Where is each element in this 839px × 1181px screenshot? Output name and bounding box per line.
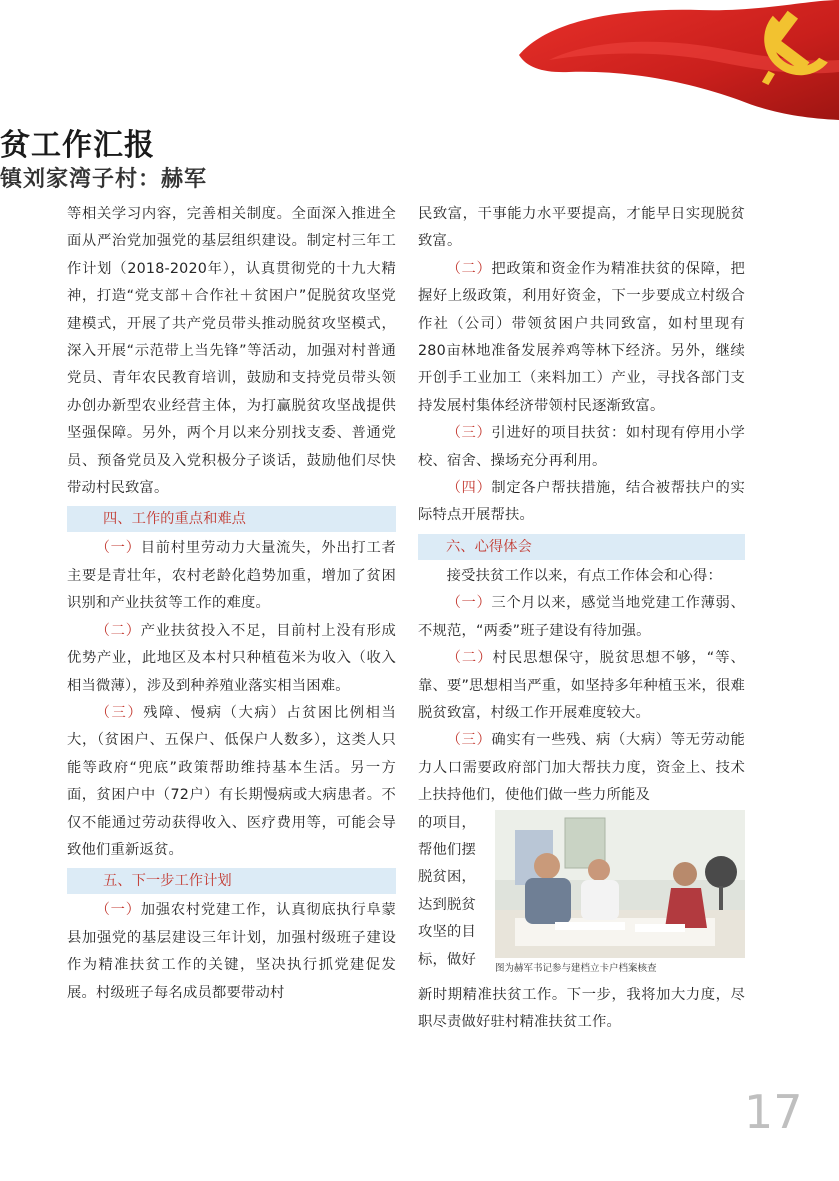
paragraph: （二）把政策和资金作为精准扶贫的保障，把握好上级政策，利用好资金，下一步要成立村级合作社（公司）带领贫困户共同致富，如村里现有280亩林地准备发展养鸡等林下经济。另外，继续开创手工业加工（来料加工）产业，寻找各部门支持发展村集体经济带领村民逐渐致富。	[418, 260, 745, 414]
photo-wrap-block	[418, 810, 745, 974]
paragraph: （一）加强农村党建工作，认真彻底执行阜蒙县加强党的基层建设三年计划，加强村级班子建设作为精准扶贫工作的关键，坚决执行抓党建促发展。村级班子每名成员都要带动村	[67, 902, 396, 1001]
paragraph: （三）引进好的项目扶贫：如村现有停用小学校、宿舍、操场充分再利用。	[418, 425, 745, 469]
paragraph: 接受扶贫工作以来，有点工作体会和心得：	[446, 567, 723, 584]
item-marker: （二）	[95, 622, 141, 639]
party-flag-banner	[509, 0, 839, 130]
flag-graphic	[509, 0, 839, 130]
item-marker: （三）	[446, 425, 492, 442]
page-number: 17	[744, 1085, 803, 1139]
paragraph: （二）产业扶贫投入不足，目前村上没有形成优势产业，此地区及本村只种植苞米为收入（收入相当微薄），涉及到种养殖业落实相当困难。	[67, 622, 396, 694]
item-marker: （三）	[446, 732, 492, 749]
photo-caption: 图为赫军书记参与建档立卡户档案核查	[495, 962, 657, 974]
item-marker: （一）	[95, 902, 141, 919]
section-heading-6: 六、心得体会	[418, 534, 745, 560]
paragraph: 等相关学习内容，完善相关制度。全面深入推进全面从严治党加强党的基层组织建设。制定村三年工作计划（2018-2020年），认真贯彻党的十九大精神，打造“党支部＋合作社＋贫困户”促脱贫攻坚党建模式，开展了共产党员带头推动脱贫攻坚模式，深入开展“示范带上当先锋”等活动，加强对村普通党员、青年农民教育培训，鼓励和支持党员带头领办创办新型农业经营主体，为打赢脱贫攻坚战提供坚强保障。另外，两个月以来分别找支委、普通党员、预备党员及入党积极分子谈话，鼓励他们尽快带动村民致富。	[67, 206, 396, 497]
wrap-line: 脱贫困，	[418, 869, 476, 886]
wrap-line: 达到脱贫	[418, 896, 476, 913]
right-column	[418, 201, 745, 1037]
meeting-photo	[495, 810, 745, 958]
item-marker: （一）	[446, 595, 492, 612]
item-marker: （二）	[446, 260, 492, 277]
paragraph: 新时期精准扶贫工作。下一步，我将加大力度，尽职尽责做好驻村精准扶贫工作。	[418, 986, 745, 1031]
paragraph: （二）村民思想保守，脱贫思想不够，“等、靠、要”思想相当严重，如坚持多年种植玉米，很难脱贫致富，村级工作开展难度较大。	[418, 650, 745, 721]
section-heading-5: 五、下一步工作计划	[67, 868, 396, 894]
item-marker: （三）	[95, 704, 144, 721]
paragraph: （三）残障、慢病（大病）占贫困比例相当大，（贫困户、五保户、低保户人数多），这类人只能等政府“兜底”政策帮助维持基本生活。另一方面，贫困户中（72户）有长期慢病或大病患者。不仅不能通过劳动获得收入、医疗费用等，可能会导致他们重新返贫。	[67, 704, 396, 858]
article-author: 镇刘家湾子村：赫军	[0, 166, 208, 192]
wrap-line: 的项目，	[418, 814, 476, 831]
wrap-line: 标，做好	[418, 951, 476, 968]
wrap-line: 帮他们摆	[418, 841, 476, 858]
left-column	[67, 201, 396, 1007]
wrap-line: 攻坚的目	[418, 924, 476, 941]
paragraph: （一）目前村里劳动力大量流失，外出打工者主要是青壮年，农村老龄化趋势加重，增加了贫困识别和产业扶贫等工作的难度。	[67, 540, 396, 612]
wrapped-text	[418, 810, 488, 974]
section-heading-4: 四、工作的重点和难点	[67, 506, 396, 532]
item-marker: （四）	[446, 480, 492, 497]
item-marker: （二）	[446, 650, 493, 667]
paragraph: 民致富，干事能力水平要提高，才能早日实现脱贫致富。	[418, 206, 745, 250]
paragraph: （三）确实有一些残、病（大病）等无劳动能力人口需要政府部门加大帮扶力度，资金上、技术上扶持他们，使他们做一些力所能及	[418, 732, 745, 804]
item-marker: （一）	[95, 540, 141, 557]
paragraph: （一）三个月以来，感觉当地党建工作薄弱、不规范，“两委”班子建设有待加强。	[418, 595, 745, 639]
paragraph: （四）制定各户帮扶措施，结合被帮扶户的实际特点开展帮扶。	[418, 480, 745, 524]
article-title: 贫工作汇报	[0, 128, 155, 163]
